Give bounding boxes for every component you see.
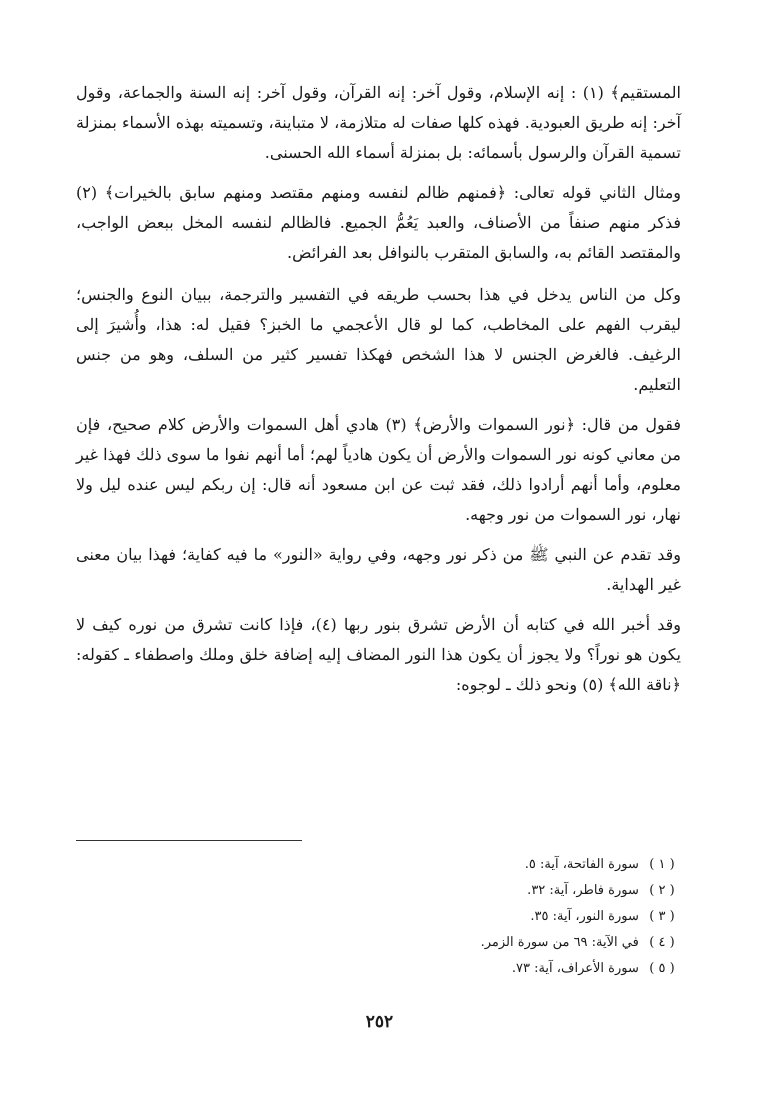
footnote-number: ( ١ ): [649, 857, 675, 872]
footnote-text: في الآية: ٦٩ من سورة الزمر.: [480, 935, 639, 950]
main-text: [76, 78, 681, 710]
footnote-text: سورة الأعراف، آية: ٧٣.: [511, 961, 639, 976]
footnote-text: سورة الفاتحة، آية: ٥.: [524, 857, 639, 872]
footnote-text: سورة النور، آية: ٣٥.: [530, 909, 639, 924]
paragraph-3: وكل من الناس يدخل في هذا بحسب طريقه في التفسير والترجمة، ببيان النوع والجنس؛ ليقرب الفهم على المخاطب، كما لو قال الأعجمي ما الخبز؟ فقيل له: هذا، وأُشيرَ إلى الرغيف. فالغرض الجنس لا هذا الشخص فهكذا تفسير كثير من السلف، وهو من جنس التعليم.: [76, 285, 681, 394]
footnote-5: [200, 956, 681, 982]
page-number: ٢٥٢: [365, 1012, 394, 1032]
paragraph-4: فقول من قال: ﴿نور السموات والأرض﴾ (٣) هادي أهل السموات والأرض كلام صحيح، فإن من معاني كونه نور السموات والأرض أن يكون هادياً لهم؛ أما أنهم نفوا ما سوى ذلك فهذا غير معلوم، وأما أنهم أرادوا ذلك، فقد ثبت عن ابن مسعود أنه قال: إن ربكم ليس عنده ليل ولا نهار، نور السموات من نور وجهه.: [76, 415, 682, 524]
paragraph-5: وقد تقدم عن النبي ﷺ من ذكر نور وجهه، وفي رواية «النور» ما فيه كفاية؛ فهذا بيان معنى غير الهداية.: [76, 545, 681, 594]
footnote-text: سورة فاطر، آية: ٣٢.: [527, 883, 639, 898]
paragraph-2: ومثال الثاني قوله تعالى: ﴿فمنهم ظالم لنفسه ومنهم مقتصد ومنهم سابق بالخيرات﴾ (٢) فذكر منهم صنفاً من الأصناف، والعبد يَعُمُّ الجميع. فالظالم لنفسه المخل ببعض الواجب، والمقتصد القائم به، والسابق المتقرب بالنوافل بعد الفرائض.: [76, 183, 681, 262]
footnote-number: ( ٥ ): [649, 961, 675, 976]
footnote-1: [200, 852, 681, 878]
footnotes: [200, 852, 681, 982]
paragraph-6: وقد أخبر الله في كتابه أن الأرض تشرق بنور ربها (٤)، فإذا كانت تشرق من نوره كيف لا يكون هو نوراً؟ ولا يجوز أن يكون هذا النور المضاف إليه إضافة خلق وملك واصطفاء ـ كقوله: ﴿ناقة الله﴾ (٥) ونحو ذلك ـ لوجوه:: [76, 615, 681, 694]
footnote-3: [200, 904, 681, 930]
footnote-number: ( ٤ ): [649, 935, 675, 950]
footnote-number: ( ٢ ): [649, 883, 675, 898]
footnote-4: [200, 930, 681, 956]
footnote-divider: [76, 840, 302, 841]
footnote-2: [200, 878, 681, 904]
paragraph-1: المستقيم﴾ (١) : إنه الإسلام، وقول آخر: إنه القرآن، وقول آخر: إنه السنة والجماعة، وقول آخر: إنه طريق العبودية. فهذه كلها صفات له متلازمة، لا متباينة، وتسميته بهذه الأسماء بمنزلة تسمية القرآن والرسول بأسمائه: بل بمنزلة أسماء الله الحسنى.: [76, 83, 681, 162]
footnote-number: ( ٣ ): [649, 909, 675, 924]
